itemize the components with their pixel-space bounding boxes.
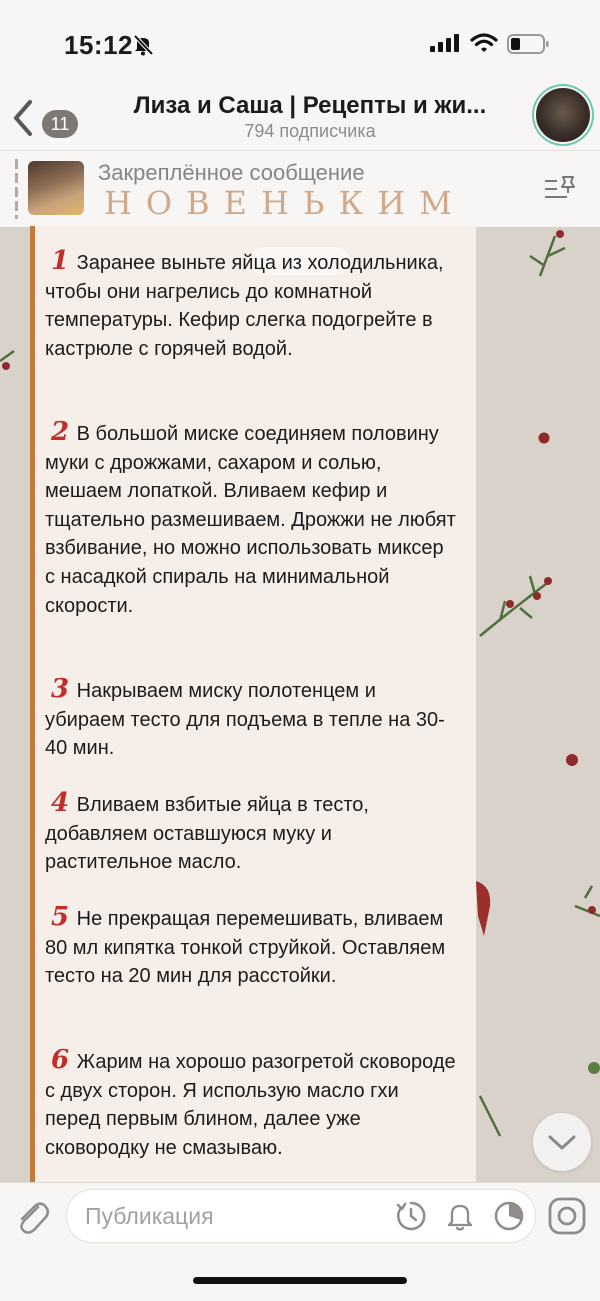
step-text: Жарим на хорошо разогретой сковороде с двух сторон. Я использую масло гхи перед первым блином, далее уже сковородку не смазываю. bbox=[45, 1051, 456, 1159]
pin-list-icon[interactable] bbox=[543, 173, 577, 205]
step-number: 3 bbox=[51, 674, 70, 704]
pinned-label: Закреплённое сообщение bbox=[98, 160, 365, 185]
pinned-indicator bbox=[15, 159, 18, 219]
bell-icon[interactable] bbox=[445, 1200, 475, 1232]
subscriber-count: 794 подписчика bbox=[244, 121, 376, 141]
clock-icon[interactable] bbox=[493, 1200, 525, 1232]
status-time: 15:12 bbox=[64, 30, 133, 60]
recipe-step-4 bbox=[45, 789, 457, 877]
step-number: 5 bbox=[51, 902, 70, 932]
bell-off-icon bbox=[132, 34, 154, 56]
chevron-down-icon bbox=[533, 1113, 591, 1171]
recipe-step-3 bbox=[45, 675, 457, 763]
pinned-thumbnail bbox=[28, 161, 84, 215]
step-text: Накрываем миску полотенцем и убираем тесто для подъема в тепле на 30-40 мин. bbox=[45, 680, 445, 760]
step-number: 6 bbox=[51, 1045, 70, 1075]
status-bar bbox=[0, 0, 600, 88]
message-input[interactable] bbox=[66, 1189, 536, 1243]
step-text: В большой миске соединяем половину муки с дрожжами, сахаром и солью, мешаем лопаткой. Вливаем кефир и тщательно размешиваем. Дрожжи не любят взбивание, но можно использовать миксер с насадкой спираль на минимальной скорости. bbox=[45, 423, 456, 617]
step-text: Вливаем взбитые яйца в тесто, добавляем оставшуюся муку и растительное масло. bbox=[45, 794, 369, 874]
quote-bar bbox=[30, 226, 35, 1182]
channel-title[interactable]: Лиза и Саша | Рецепты и жи... bbox=[133, 92, 487, 119]
wifi-icon bbox=[470, 32, 498, 54]
step-number: 4 bbox=[51, 788, 70, 818]
battery-icon bbox=[507, 34, 549, 54]
step-text: Заранее выньте яйца из холодильника, чтобы они нагрелись до комнатной температуры. Кефир слегка подогрейте в кастрюле с горячей водой. bbox=[45, 252, 444, 360]
home-indicator bbox=[193, 1277, 407, 1284]
recipe-step-1 bbox=[45, 247, 457, 363]
unread-count-badge: 11 bbox=[42, 110, 78, 138]
step-number: 2 bbox=[51, 417, 70, 447]
pinned-message-bar[interactable] bbox=[0, 150, 600, 228]
step-number: 1 bbox=[51, 246, 70, 276]
scroll-to-bottom-button[interactable] bbox=[533, 1113, 591, 1171]
step-text: Не прекращая перемешивать, вливаем 80 мл кипятка тонкой струйкой. Оставляем тесто на 20 мин для расстойки. bbox=[45, 908, 446, 988]
channel-avatar[interactable] bbox=[536, 88, 590, 142]
signal-icon bbox=[430, 34, 462, 52]
timer-icon[interactable] bbox=[395, 1200, 427, 1232]
chat-header bbox=[0, 88, 600, 150]
back-button[interactable] bbox=[8, 96, 78, 140]
input-placeholder: Публикация bbox=[85, 1203, 214, 1229]
chevron-left-icon bbox=[12, 98, 34, 138]
recipe-step-6 bbox=[45, 1046, 457, 1162]
composer-bar bbox=[0, 1182, 600, 1301]
recipe-step-5 bbox=[45, 903, 457, 991]
recipe-step-2 bbox=[45, 418, 457, 620]
camera-icon[interactable] bbox=[548, 1197, 586, 1235]
paperclip-icon[interactable] bbox=[14, 1197, 50, 1237]
pinned-text: НОВЕНЬКИМ bbox=[104, 184, 466, 222]
